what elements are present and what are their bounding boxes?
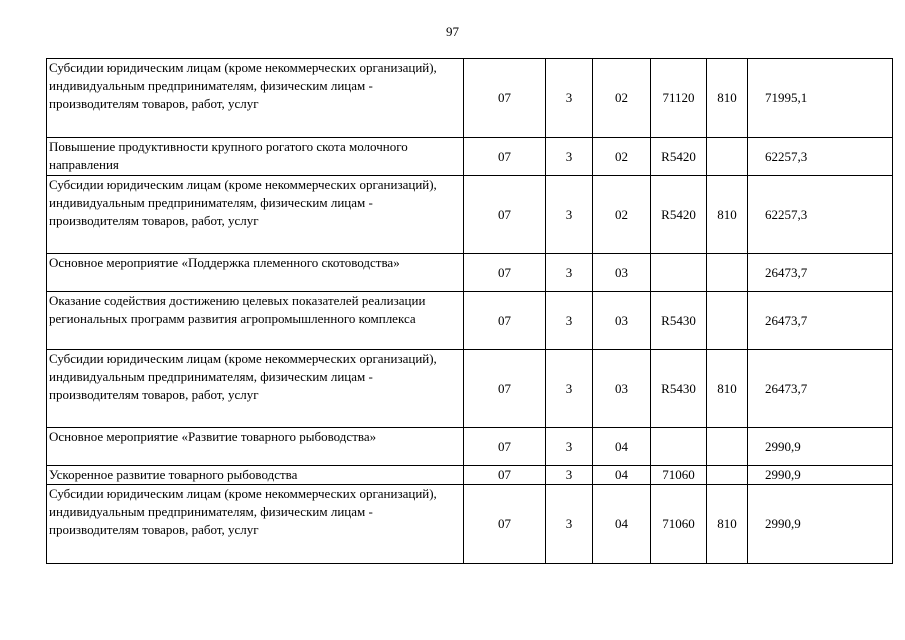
amount: 71995,1 [748, 59, 893, 138]
target-code: R5430 [651, 292, 707, 350]
row-name: Субсидии юридическим лицам (кроме некоммерческих организаций), индивидуальным предпринимателям, физическим лицам - производителям товаров, работ, услуг [47, 485, 464, 564]
budget-table [46, 58, 893, 564]
item-code: 04 [593, 485, 651, 564]
section-code: 07 [464, 466, 546, 485]
type-code [707, 138, 748, 176]
amount: 62257,3 [748, 138, 893, 176]
row-name: Повышение продуктивности крупного рогатого скота молочного направления [47, 138, 464, 176]
amount: 2990,9 [748, 485, 893, 564]
target-code: R5430 [651, 350, 707, 428]
table-row [47, 466, 893, 485]
table-row [47, 254, 893, 292]
item-code: 04 [593, 428, 651, 466]
table-row [47, 292, 893, 350]
target-code [651, 254, 707, 292]
row-name: Оказание содействия достижению целевых показателей реализации региональных программ развития агропромышленного комплекса [47, 292, 464, 350]
section-code: 07 [464, 350, 546, 428]
page-number: 97 [446, 24, 459, 39]
amount: 62257,3 [748, 176, 893, 254]
type-code [707, 466, 748, 485]
row-name: Основное мероприятие «Развитие товарного рыбоводства» [47, 428, 464, 466]
amount: 2990,9 [748, 466, 893, 485]
target-code: R5420 [651, 138, 707, 176]
item-code: 03 [593, 292, 651, 350]
type-code: 810 [707, 176, 748, 254]
item-code: 02 [593, 59, 651, 138]
row-name: Субсидии юридическим лицам (кроме некоммерческих организаций), индивидуальным предпринимателям, физическим лицам - производителям товаров, работ, услуг [47, 176, 464, 254]
table-row [47, 59, 893, 138]
subsection-code: 3 [546, 59, 593, 138]
section-code: 07 [464, 254, 546, 292]
item-code: 03 [593, 350, 651, 428]
table-row [47, 428, 893, 466]
subsection-code: 3 [546, 292, 593, 350]
subsection-code: 3 [546, 138, 593, 176]
row-name: Субсидии юридическим лицам (кроме некоммерческих организаций), индивидуальным предпринимателям, физическим лицам - производителям товаров, работ, услуг [47, 59, 464, 138]
section-code: 07 [464, 138, 546, 176]
target-code: R5420 [651, 176, 707, 254]
type-code: 810 [707, 485, 748, 564]
subsection-code: 3 [546, 428, 593, 466]
amount: 26473,7 [748, 254, 893, 292]
target-code: 71120 [651, 59, 707, 138]
subsection-code: 3 [546, 466, 593, 485]
type-code: 810 [707, 59, 748, 138]
section-code: 07 [464, 292, 546, 350]
target-code: 71060 [651, 485, 707, 564]
subsection-code: 3 [546, 254, 593, 292]
table-row [47, 485, 893, 564]
row-name: Ускоренное развитие товарного рыбоводства [47, 466, 464, 485]
subsection-code: 3 [546, 485, 593, 564]
subsection-code: 3 [546, 176, 593, 254]
type-code [707, 292, 748, 350]
section-code: 07 [464, 485, 546, 564]
target-code: 71060 [651, 466, 707, 485]
item-code: 02 [593, 138, 651, 176]
row-name: Субсидии юридическим лицам (кроме некоммерческих организаций), индивидуальным предпринимателям, физическим лицам - производителям товаров, работ, услуг [47, 350, 464, 428]
section-code: 07 [464, 59, 546, 138]
section-code: 07 [464, 176, 546, 254]
section-code: 07 [464, 428, 546, 466]
type-code [707, 254, 748, 292]
table-row [47, 176, 893, 254]
amount: 2990,9 [748, 428, 893, 466]
amount: 26473,7 [748, 292, 893, 350]
item-code: 03 [593, 254, 651, 292]
item-code: 02 [593, 176, 651, 254]
row-name: Основное мероприятие «Поддержка племенного скотоводства» [47, 254, 464, 292]
type-code [707, 428, 748, 466]
subsection-code: 3 [546, 350, 593, 428]
table-row [47, 350, 893, 428]
table-row [47, 138, 893, 176]
target-code [651, 428, 707, 466]
type-code: 810 [707, 350, 748, 428]
amount: 26473,7 [748, 350, 893, 428]
item-code: 04 [593, 466, 651, 485]
